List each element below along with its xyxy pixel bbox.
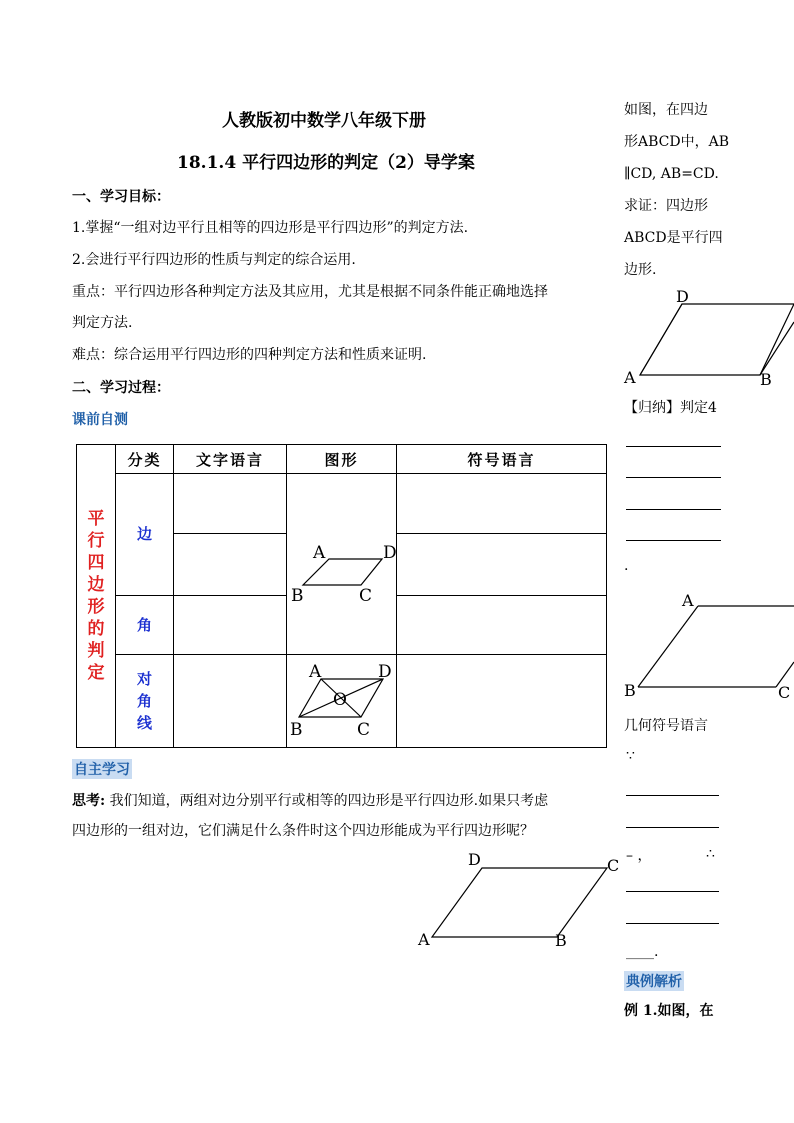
- angle-symbol-cell: [397, 595, 607, 654]
- blank-line-3: [626, 509, 721, 510]
- diagonal-text-cell: [174, 655, 287, 748]
- blank-line-7: [626, 891, 719, 892]
- think-line1: [72, 791, 548, 811]
- think-label: 思考:: [72, 793, 106, 809]
- fig3-label-B: B: [555, 931, 567, 950]
- side-p2: 形ABCD中，AB: [624, 134, 729, 150]
- side-fig2-label-A: A: [682, 591, 694, 610]
- side-dot: .: [624, 558, 629, 574]
- side-p1: 如图，在四边: [624, 102, 708, 118]
- figure-diagonal-cell: [287, 655, 397, 748]
- edge-symbol-cell: [397, 474, 607, 596]
- self-study-heading: 自主学习: [72, 759, 132, 779]
- row-diagonal-label: 对 角 线: [136, 670, 152, 732]
- blank-line-8: [626, 923, 719, 924]
- angle-text-cell: [174, 595, 287, 654]
- side-fig1-label-D: D: [676, 287, 689, 306]
- row-angle-label: 角: [136, 615, 152, 634]
- because-symbol: ∵: [626, 748, 635, 764]
- side-p5: ABCD是平行四: [624, 230, 723, 246]
- blank-line-1: [626, 446, 721, 447]
- side-title: 平 行 四 边 形 的 判 定: [87, 509, 105, 683]
- key-point-line2: 判定方法.: [72, 315, 133, 331]
- side-p6: 边形.: [624, 262, 657, 278]
- header-text-language: 文字语言: [174, 445, 287, 474]
- blank-line-5: [626, 795, 719, 796]
- blank-line-6: [626, 827, 719, 828]
- side-summary: 【归纳】判定4: [624, 400, 717, 416]
- blank-line-2: [626, 477, 721, 478]
- side-p3: ∥CD, AB=CD.: [624, 166, 719, 182]
- goal-1: 1.掌握“一组对边平行且相等的四边形是平行四边形”的判定方法.: [72, 220, 469, 236]
- side-fig1-label-A: A: [624, 368, 636, 387]
- blank-line-4: [626, 540, 721, 541]
- header-category: 分类: [116, 445, 174, 474]
- label-A2: A: [309, 662, 322, 682]
- diagonal-symbol-cell: [397, 655, 607, 748]
- side-p4: 求证：四边形: [624, 198, 708, 214]
- label-B: B: [291, 586, 304, 606]
- side-mid: – ，: [626, 848, 652, 864]
- goal-2: 2.会进行平行四边形的性质与判定的综合运用.: [72, 252, 356, 268]
- side-geo-lang: 几何符号语言: [624, 718, 708, 734]
- think-parallelogram-figure: [410, 845, 625, 955]
- fig3-label-A: A: [418, 930, 430, 949]
- side-title-cell: [77, 445, 116, 748]
- side-fig2-label-C: C: [778, 683, 791, 701]
- diagonal-figure: [287, 655, 396, 743]
- side-figure-1: [620, 282, 794, 392]
- label-D2: D: [378, 662, 392, 682]
- figure-parallelogram-cell: [287, 474, 397, 655]
- section-goals: 一、学习目标：: [72, 189, 170, 205]
- row-edge-label-cell: [116, 474, 174, 596]
- key-point-line1: 重点：平行四边形各种判定方法及其应用，尤其是根据不同条件能正确地选择: [72, 284, 548, 300]
- label-D: D: [383, 543, 396, 563]
- header-figure: 图形: [287, 445, 397, 474]
- label-C: C: [359, 586, 373, 606]
- example-heading: 典例解析: [624, 971, 684, 991]
- label-B2: B: [290, 720, 303, 740]
- section-process: 二、学习过程：: [72, 380, 170, 396]
- therefore-symbol: ∴: [706, 846, 715, 862]
- row-edge-label: 边: [136, 525, 152, 544]
- think-line2: 四边形的一组对边，它们满足什么条件时这个四边形能成为平行四边形呢？: [72, 823, 534, 839]
- side-figure-2: [620, 586, 794, 701]
- side-fig2-label-B: B: [624, 681, 636, 700]
- side-fig1-label-B: B: [760, 370, 772, 389]
- row-diagonal-label-cell: [116, 655, 174, 748]
- label-O: O: [333, 690, 347, 710]
- difficulty: 难点：综合运用平行四边形的四种判定方法和性质来证明.: [72, 347, 427, 363]
- classification-table: [76, 444, 607, 748]
- parallelogram-figure: [287, 474, 396, 650]
- header-symbol-language: 符号语言: [397, 445, 607, 474]
- fig3-label-C: C: [607, 856, 620, 875]
- doc-subtitle: 18.1.4 平行四边形的判定（2）导学案: [177, 153, 475, 173]
- edge-text-cell: [174, 474, 287, 596]
- side-end: ____.: [626, 944, 659, 960]
- label-A: A: [313, 543, 326, 563]
- pre-study-heading: 课前自测: [72, 412, 128, 428]
- fig3-label-D: D: [468, 850, 481, 869]
- think-text1: 我们知道，两组对边分别平行或相等的四边形是平行四边形.如果只考虑: [105, 793, 549, 809]
- label-C2: C: [357, 720, 371, 740]
- doc-title: 人教版初中数学八年级下册: [222, 111, 426, 131]
- example-1: 例 1.如图，在: [624, 1003, 714, 1019]
- row-angle-label-cell: [116, 595, 174, 654]
